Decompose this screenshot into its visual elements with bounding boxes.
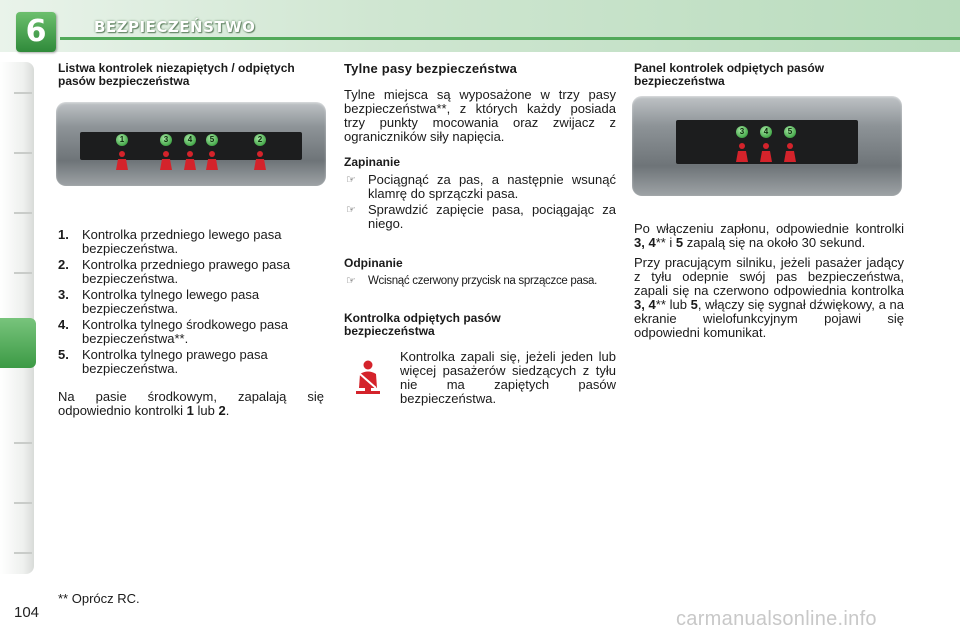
- seatbelt-warning-icon: [202, 150, 222, 172]
- arrow-bullet-icon: ☞: [346, 174, 356, 186]
- column-left: [58, 62, 324, 88]
- led-indicator: 4: [184, 134, 196, 146]
- warning-paragraph: Kontrolka zapali się, jeżeli jeden lub więcej pasażerów siedzących z tyłu nie ma zapiętych pasów bezpieczeństwa.: [400, 349, 616, 406]
- center-belt-note: Na pasie środkowym, zapalają się odpowiednio kontrolki 1 lub 2.: [58, 389, 324, 418]
- list-item: 1. Kontrolka przedniego lewego pasa bezpieczeństwa.: [58, 227, 282, 256]
- section-heading: Tylne pasy bezpieczeństwa: [344, 61, 518, 76]
- tab-divider: [14, 442, 32, 444]
- chapter-badge: 6: [16, 12, 56, 52]
- page-number: 104: [14, 604, 40, 621]
- led-indicator: 5: [206, 134, 218, 146]
- arrow-bullet-icon: ☞: [346, 204, 356, 216]
- led-indicator: 1: [116, 134, 128, 146]
- step-item: ☞ Wcisnąć czerwony przycisk na sprzączce pasa.: [346, 275, 598, 287]
- led-indicator: 3: [736, 126, 748, 138]
- step-item: ☞ Sprawdzić zapięcie pasa, pociągając za niego.: [346, 202, 616, 231]
- seatbelt-warning-icon: [156, 150, 176, 172]
- header-rule: [60, 37, 960, 40]
- paragraph: Po włączeniu zapłonu, odpowiednie kontrolki 3, 4** i 5 zapalą się na około 30 sekund.: [634, 221, 904, 250]
- rear-belt-panel-image: [632, 96, 902, 196]
- seatbelt-warning-icon: [732, 142, 752, 164]
- column-middle: [344, 62, 616, 342]
- list-item: 5. Kontrolka tylnego prawego pasa bezpieczeństwa.: [58, 347, 268, 376]
- seatbelt-warning-strip-image: [56, 102, 326, 186]
- chapter-title: BEZPIECZEŃSTWO: [94, 18, 256, 36]
- subheading-fasten: Zapinanie: [344, 155, 401, 169]
- tab-divider: [14, 552, 32, 554]
- seatbelt-warning-icon: [112, 150, 132, 172]
- seatbelt-warning-icon: [352, 360, 384, 396]
- paragraph: Przy pracującym silniku, jeżeli pasażer jadący z tyłu odepnie swój pas bezpieczeństwa, zapali się na czerwono odpowiednia kontrolka 3, 4** lub 5, włączy się sygnał dźwiękowy, a na ekranie wielofunkcyjnym pojawi się odpowiedni komunikat.: [634, 255, 904, 340]
- tab-divider: [14, 152, 32, 154]
- seatbelt-warning-icon: [780, 142, 800, 164]
- seatbelt-warning-icon: [756, 142, 776, 164]
- list-item: 3. Kontrolka tylnego lewego pasa bezpieczeństwa.: [58, 287, 260, 316]
- section-heading: Panel kontrolek odpiętych pasów bezpieczeństwa: [634, 61, 825, 88]
- step-item: ☞ Pociągnąć za pas, a następnie wsunąć klamrę do sprzączki pasa.: [346, 172, 616, 201]
- list-item: 4. Kontrolka tylnego środkowego pasa bezpieczeństwa**.: [58, 317, 288, 346]
- tab-divider: [14, 272, 32, 274]
- seatbelt-warning-icon: [180, 150, 200, 172]
- led-indicator: 4: [760, 126, 772, 138]
- led-indicator: 3: [160, 134, 172, 146]
- tab-divider: [14, 92, 32, 94]
- section-heading: Listwa kontrolek niezapiętych / odpiętych pasów bezpieczeństwa: [58, 61, 295, 88]
- subheading-unfasten: Odpinanie: [344, 256, 403, 270]
- subheading-warning: Kontrolka odpiętych pasów bezpieczeństwa: [344, 311, 501, 338]
- intro-paragraph: Tylne miejsca są wyposażone w trzy pasy bezpieczeństwa**, z których każdy posiada trzy punkty mocowania oraz zwijacz z ograniczników siły napięcia.: [344, 87, 616, 144]
- footnote: ** Oprócz RC.: [58, 591, 140, 606]
- column-right: [634, 62, 904, 88]
- arrow-bullet-icon: ☞: [346, 275, 356, 287]
- tab-divider: [14, 502, 32, 504]
- led-indicator: 2: [254, 134, 266, 146]
- seatbelt-warning-icon: [250, 150, 270, 172]
- panel-description: [634, 222, 904, 340]
- tab-divider: [14, 212, 32, 214]
- led-indicator: 5: [784, 126, 796, 138]
- list-item: 2. Kontrolka przedniego prawego pasa bezpieczeństwa.: [58, 257, 291, 286]
- chapter-tab-active[interactable]: [0, 318, 36, 368]
- indicator-list: [58, 228, 308, 378]
- watermark: carmanualsonline.info: [676, 608, 877, 630]
